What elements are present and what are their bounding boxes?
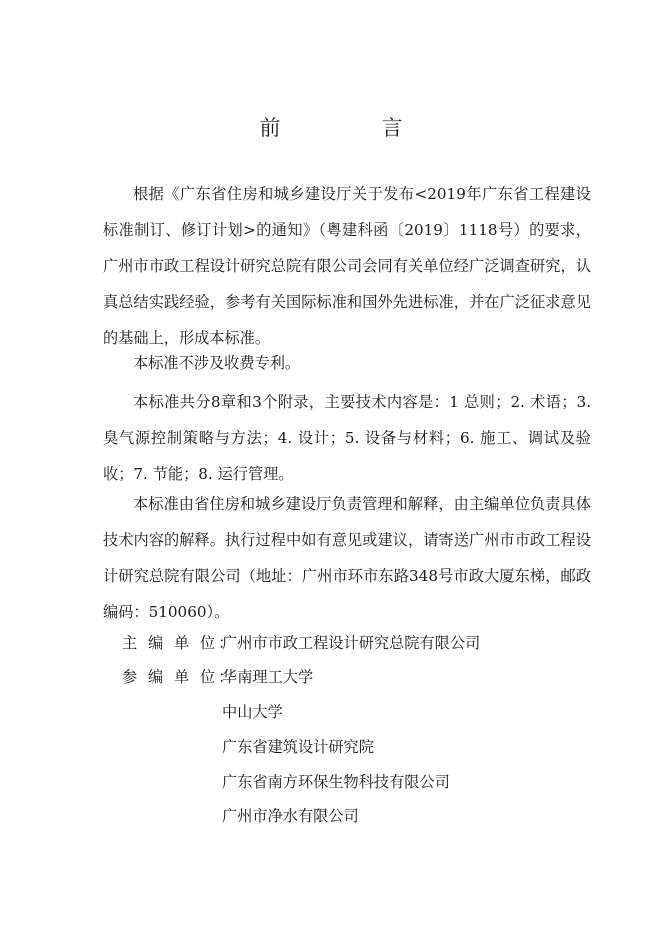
participating-unit-name: 华南理工大学 — [222, 668, 314, 686]
participating-unit-name: 广东省南方环保生物科技有限公司 — [222, 773, 450, 791]
participating-unit-name: 广州市净水有限公司 — [222, 807, 359, 825]
participating-unit-name: 广东省建筑设计研究院 — [222, 738, 374, 756]
participating-unit-name: 中山大学 — [222, 703, 283, 721]
participating-unit-label: 参 编 单 位： — [122, 668, 237, 686]
paragraph-patent: 本标准不涉及收费专利。 — [133, 354, 301, 372]
paragraph-contents: 本标准共分8章和3个附录，主要技术内容是：1 总则；2. 术语；3. 臭气源控制策略与方法；4. 设计；5. 设备与材料；6. 施工、调试及验收；7. 节能；8. 运行管理。 — [103, 393, 591, 483]
chief-unit-label: 主 编 单 位： — [122, 634, 237, 652]
participating-unit-row — [122, 665, 313, 689]
chief-unit-row — [122, 631, 480, 655]
paragraph-basis: 根据《广东省住房和城乡建设厅关于发布<2019年广东省工程建设标准制订、修订计划>的通知》（粤建科函〔2019〕1118号）的要求，广州市市政工程设计研究总院有限公司会同有关单位经广泛调查研究，认真总结实践经验，参考有关国际标准和国外先进标准，并在广泛征求意见的基础上，形成本标准。 — [103, 185, 591, 347]
paragraph-management: 本标准由省住房和城乡建设厅负责管理和解释，由主编单位负责具体技术内容的解释。执行过程中如有意见或建议，请寄送广州市市政工程设计研究总院有限公司（地址：广州市环市东路348号市政大厦东梯，邮政编码：510060）。 — [103, 495, 591, 621]
chief-unit-name: 广州市市政工程设计研究总院有限公司 — [222, 634, 481, 652]
page-title: 前 言 — [259, 116, 443, 140]
